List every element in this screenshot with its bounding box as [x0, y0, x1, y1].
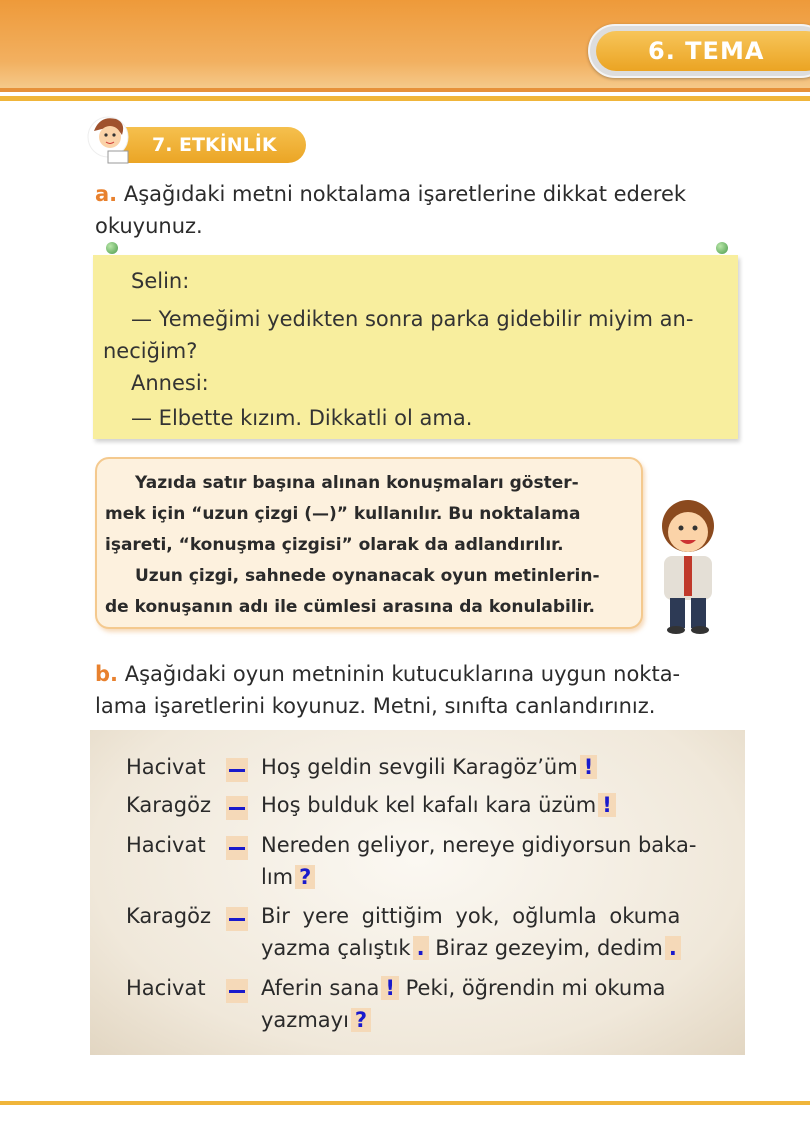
note-line: — Yemeğimi yedikten sonra parka gidebilir miyim an-	[131, 307, 694, 331]
info-speech-bubble	[95, 457, 643, 629]
dialogue-line: Hoş geldin sevgili Karagöz’üm !	[261, 755, 597, 779]
answer-dash[interactable]	[226, 758, 248, 782]
answer-box[interactable]: ?	[295, 865, 315, 889]
theme-title: 6. TEMA	[596, 31, 810, 71]
part-a-instruction	[95, 178, 686, 210]
part-a-line: okuyunuz.	[95, 214, 203, 238]
info-line: işareti, “konuşma çizgisi” olarak da adlandırılır.	[105, 535, 564, 555]
info-line: Yazıda satır başına alınan konuşmaları göster-	[135, 473, 579, 493]
part-b-line: lama işaretlerini koyunuz. Metni, sınıfta canlandırınız.	[95, 694, 656, 718]
part-b-line: Aşağıdaki oyun metninin kutucuklarına uygun nokta-	[124, 662, 681, 686]
header-divider	[0, 88, 810, 92]
note-line: Selin:	[131, 269, 190, 293]
answer-box[interactable]: .	[413, 936, 429, 960]
answer-box[interactable]: ?	[351, 1008, 371, 1032]
boy-mascot-icon	[652, 498, 724, 636]
part-b-instruction	[95, 658, 680, 690]
dialogue-line: Nereden geliyor, nereye gidiyorsun baka-	[261, 833, 697, 857]
answer-box[interactable]: !	[381, 976, 399, 1000]
answer-dash[interactable]	[226, 907, 248, 931]
dialogue-line: Aferin sana ! Peki, öğrendin mi okuma	[261, 976, 666, 1000]
answer-box[interactable]: !	[598, 793, 616, 817]
part-a-line: Aşağıdaki metni noktalama işaretlerine dikkat ederek	[123, 182, 687, 206]
girl-mascot-icon	[86, 113, 134, 167]
part-b-label: b.	[95, 662, 119, 686]
info-line: Uzun çizgi, sahnede oynanacak oyun metinlerin-	[135, 566, 600, 586]
theme-badge	[588, 24, 810, 78]
dialogue-line: yazmayı ?	[261, 1008, 371, 1032]
info-line: de konuşanın adı ile cümlesi arasına da konulabilir.	[105, 597, 595, 617]
header-divider-gold	[0, 96, 810, 101]
answer-dash[interactable]	[226, 796, 248, 820]
dialogue-line: yazma çalıştık . Biraz gezeyim, dedim .	[261, 936, 681, 960]
answer-box[interactable]: !	[580, 755, 598, 779]
answer-dash[interactable]	[226, 836, 248, 860]
speaker: Hacivat	[126, 976, 206, 1000]
speaker: Hacivat	[126, 755, 206, 779]
dialogue-line: lım ?	[261, 865, 315, 889]
note-line: neciğim?	[103, 339, 198, 363]
info-line: mek için “uzun çizgi (—)” kullanılır. Bu noktalama	[105, 504, 581, 524]
part-a-label: a.	[95, 182, 118, 206]
play-script-box	[90, 730, 745, 1055]
activity-badge: 7. ETKİNLİK	[118, 127, 306, 163]
note-line: — Elbette kızım. Dikkatli ol ama.	[131, 406, 473, 430]
dialogue-line: Bir yere gittiğim yok, oğlumla okuma	[261, 904, 681, 928]
answer-dash[interactable]	[226, 979, 248, 1003]
footer-divider	[0, 1101, 810, 1105]
speaker: Karagöz	[126, 793, 211, 817]
pin-icon	[106, 242, 118, 254]
pin-icon	[716, 242, 728, 254]
answer-box[interactable]: .	[665, 936, 681, 960]
speaker: Hacivat	[126, 833, 206, 857]
note-line: Annesi:	[131, 371, 209, 395]
speaker: Karagöz	[126, 904, 211, 928]
dialogue-line: Hoş bulduk kel kafalı kara üzüm !	[261, 793, 616, 817]
dialogue-note	[93, 255, 738, 439]
